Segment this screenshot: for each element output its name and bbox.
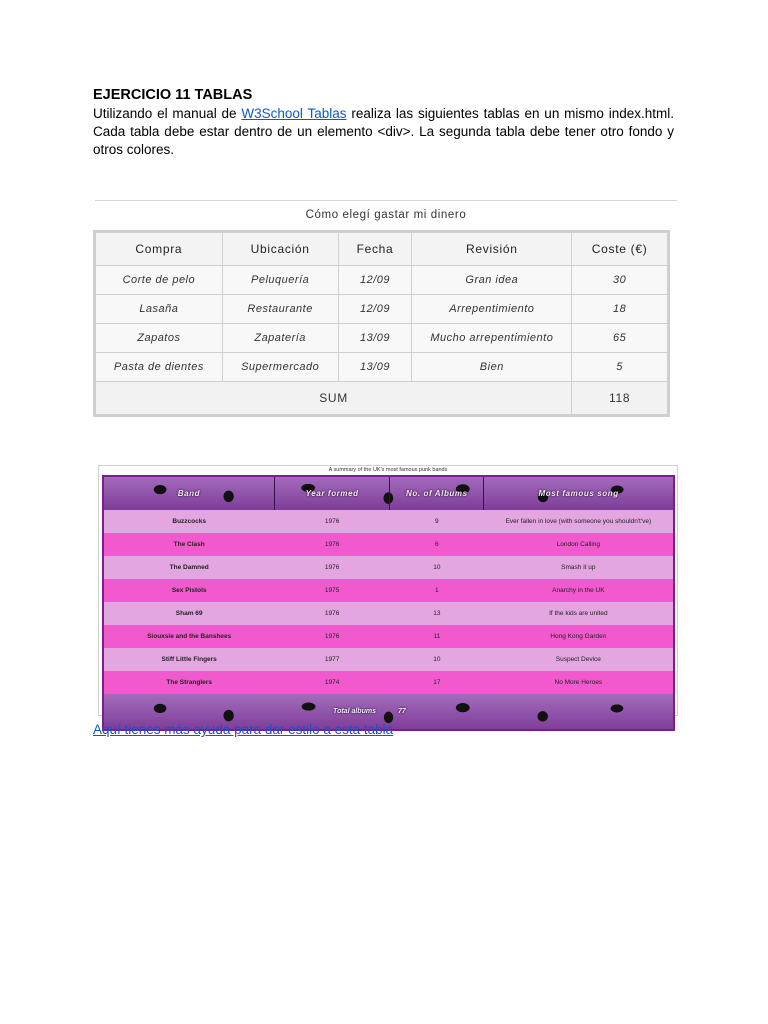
table-row bbox=[96, 295, 668, 324]
table-cell: Peluquería bbox=[222, 266, 338, 295]
table-cell: Zapatos bbox=[96, 324, 223, 353]
table2-header-row bbox=[103, 476, 674, 510]
leopard-header-background bbox=[103, 476, 674, 510]
table-cell: Anarchy in the UK bbox=[552, 587, 605, 594]
table-cell: 12/09 bbox=[338, 295, 412, 324]
table1-header-cell: Ubicación bbox=[222, 233, 338, 266]
table2-header-cell: Year formed bbox=[274, 476, 390, 510]
table-cell: Ever fallen in love (with someone you shouldn't've) bbox=[505, 518, 652, 525]
table2-caption: A summary of the UK's most famous punk bands bbox=[328, 467, 448, 473]
table-row bbox=[96, 353, 668, 382]
band-cell: Stiff Little Fingers bbox=[161, 656, 217, 663]
help-link-container bbox=[93, 722, 393, 737]
table-row bbox=[103, 510, 674, 533]
table-cell: 5 bbox=[572, 353, 668, 382]
table2-container bbox=[98, 465, 678, 716]
total-albums-label: Total albums bbox=[333, 708, 376, 715]
table-cell: 65 bbox=[572, 324, 668, 353]
table1-header-row bbox=[96, 233, 668, 266]
intro-text-after: realiza las siguientes tablas en un mismo index.html. Cada tabla debe estar dentro de un elemento <div>. La segunda tabla debe tener otro fondo y otros colores. bbox=[93, 106, 674, 157]
band-cell: Sham 69 bbox=[175, 610, 203, 617]
table-cell: Hong Kong Garden bbox=[550, 633, 607, 640]
table-cell: Pasta de dientes bbox=[96, 353, 223, 382]
table1-header-cell: Fecha bbox=[338, 233, 412, 266]
table-cell: 1976 bbox=[324, 564, 340, 571]
total-albums-value: 77 bbox=[397, 708, 406, 715]
punk-bands-table bbox=[102, 475, 675, 731]
table-cell: 1 bbox=[435, 587, 439, 594]
table-cell: Corte de pelo bbox=[96, 266, 223, 295]
table-row bbox=[96, 324, 668, 353]
table-cell: 9 bbox=[435, 518, 439, 525]
table-cell: 1976 bbox=[324, 541, 340, 548]
table1-header-cell: Revisión bbox=[412, 233, 572, 266]
document-body bbox=[93, 86, 674, 159]
table-cell: 1977 bbox=[324, 656, 340, 663]
table-cell: 10 bbox=[433, 564, 441, 571]
table-row bbox=[103, 648, 674, 671]
table-row bbox=[103, 556, 674, 579]
table-cell: Smash it up bbox=[561, 564, 596, 571]
table-cell: Restaurante bbox=[222, 295, 338, 324]
sum-label: SUM bbox=[96, 382, 572, 415]
table-cell: 30 bbox=[572, 266, 668, 295]
table-cell: Mucho arrepentimiento bbox=[412, 324, 572, 353]
table-cell: Arrepentimiento bbox=[412, 295, 572, 324]
table-row bbox=[103, 671, 674, 694]
table-row bbox=[103, 533, 674, 556]
band-cell: Siouxsie and the Banshees bbox=[147, 633, 232, 640]
table-row bbox=[103, 579, 674, 602]
table-cell: Gran idea bbox=[412, 266, 572, 295]
band-cell: The Clash bbox=[173, 541, 205, 548]
table-row bbox=[103, 602, 674, 625]
exercise-instructions bbox=[93, 105, 674, 159]
table2-header-cell: Band bbox=[103, 476, 274, 510]
table-cell: 13/09 bbox=[338, 324, 412, 353]
table-cell: 11 bbox=[433, 633, 441, 640]
table-cell: 18 bbox=[572, 295, 668, 324]
spending-table bbox=[95, 232, 668, 415]
table-cell: 17 bbox=[433, 679, 441, 686]
exercise-title: EJERCICIO 11 TABLAS bbox=[93, 87, 253, 103]
band-cell: The Damned bbox=[169, 564, 209, 571]
band-cell: Buzzcocks bbox=[172, 518, 206, 525]
table1-container bbox=[95, 200, 677, 411]
table-cell: 6 bbox=[435, 541, 439, 548]
table2-header-cell: Most famous song bbox=[538, 489, 619, 498]
table1-footer-row bbox=[96, 382, 668, 415]
table-row bbox=[96, 266, 668, 295]
table-cell: Lasaña bbox=[96, 295, 223, 324]
table-cell: 1974 bbox=[324, 679, 340, 686]
table1-caption: Cómo elegí gastar mi dinero bbox=[305, 209, 467, 221]
table-cell: No More Heroes bbox=[554, 679, 603, 686]
table-cell: 10 bbox=[433, 656, 441, 663]
table1-header-cell: Coste (€) bbox=[572, 233, 668, 266]
table2-header-cell: No. of Albums bbox=[390, 476, 484, 510]
w3school-link[interactable]: W3School Tablas bbox=[241, 106, 347, 121]
table-cell: London Calling bbox=[556, 541, 601, 548]
band-cell: Sex Pistols bbox=[171, 587, 207, 594]
table-cell: Supermercado bbox=[222, 353, 338, 382]
table-cell: 1976 bbox=[324, 518, 340, 525]
table-cell: 1975 bbox=[324, 587, 340, 594]
table-row bbox=[103, 625, 674, 648]
table-cell: 13/09 bbox=[338, 353, 412, 382]
table-cell: 1976 bbox=[324, 633, 340, 640]
table-cell: 1976 bbox=[324, 610, 340, 617]
table-cell: If the kids are united bbox=[549, 610, 608, 617]
table1-header-cell: Compra bbox=[96, 233, 223, 266]
band-cell: The Stranglers bbox=[166, 679, 212, 686]
table-style-help-link[interactable]: Aquí tienes más ayuda para dar estilo a esta tabla bbox=[93, 722, 394, 737]
intro-text-before: Utilizando el manual de bbox=[93, 106, 242, 121]
sum-value: 118 bbox=[572, 382, 668, 415]
table-cell: 12/09 bbox=[338, 266, 412, 295]
table-cell: Suspect Device bbox=[555, 656, 601, 663]
table-cell: 13 bbox=[433, 610, 441, 617]
table-cell: Bien bbox=[412, 353, 572, 382]
table-cell: Zapatería bbox=[222, 324, 338, 353]
